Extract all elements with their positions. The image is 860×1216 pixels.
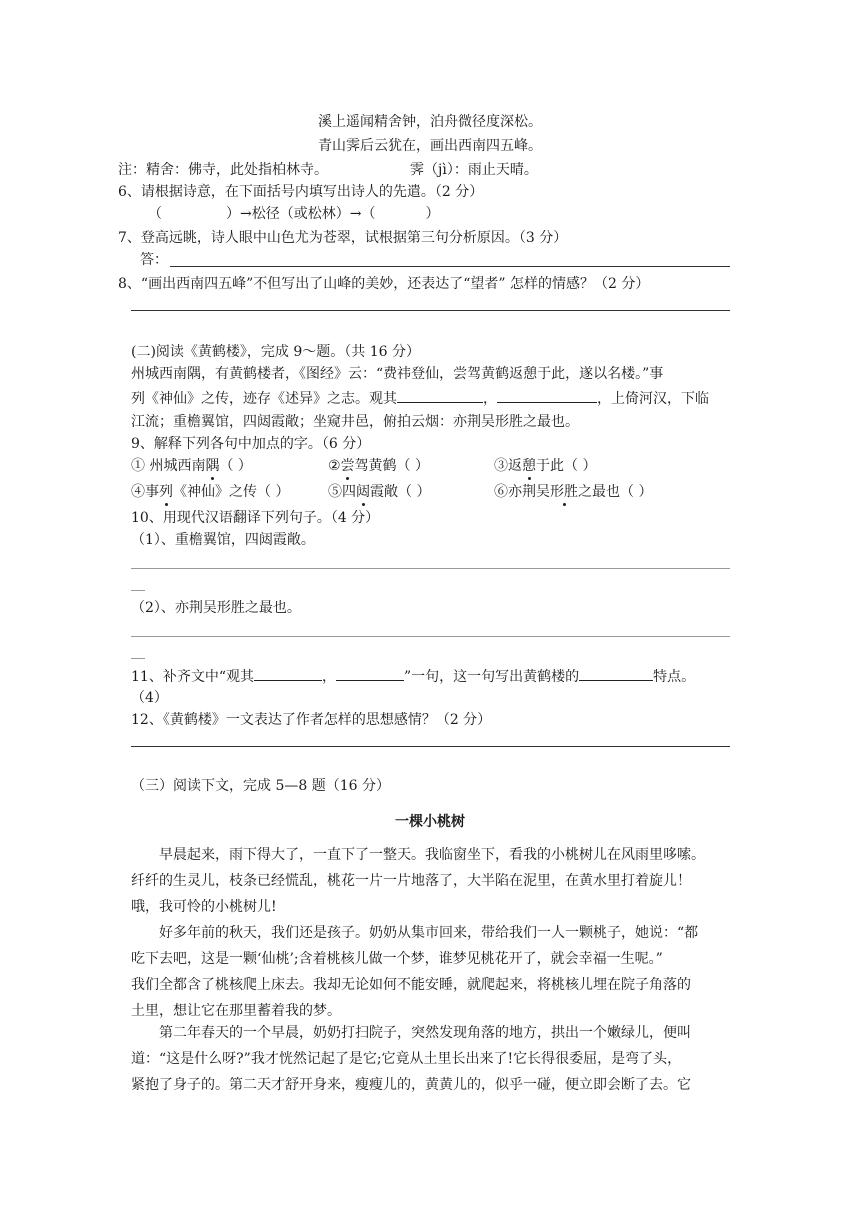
passage-line-2-tail: ，上倚河汉，下临 (597, 391, 709, 407)
p1-line-2: 纤纤的生灵儿，枝条已经慌乱，桃花一片一片地落了，大半陷在泥里，在黄水里打着旋儿！ (131, 873, 691, 889)
q9-item-1: ① 州城西南隅（ ） (131, 458, 252, 474)
q11-score: （4） (131, 690, 168, 706)
p1-line-3: 哦，我可怜的小桃树儿! (131, 899, 277, 915)
passage-line-2-text: 列《神仙》之传，迹存《述异》之志。观其 (131, 391, 397, 407)
answer-line-q12[interactable] (131, 746, 730, 747)
q11-middle: ”一句，这一句写出黄鹤楼的 (403, 669, 580, 685)
answer-line-q10-1-tail (131, 590, 145, 591)
answer-line-q8[interactable] (131, 310, 730, 311)
poem-line-1: 溪上遥闻精舍钟，泊舟微径度深松。 (318, 114, 542, 130)
passage-line-2 (131, 388, 709, 409)
question-8: 8、“画出西南四五峰”不但写出了山峰的美妙，还表达了“望者” 怎样的情感？（2 分） (118, 276, 650, 292)
question-10: 10、用现代汉语翻译下列句子。（4 分） (131, 510, 380, 526)
story-paragraph-2 (131, 920, 730, 1024)
question-7: 7、登高远眺，诗人眼中山色尤为苍翠，试根据第三句分析原因。（3 分） (118, 230, 568, 246)
question-12: 12、《黄鹤楼》一文表达了作者怎样的思想感情？（2 分） (131, 712, 492, 728)
p3-line-2: 道：“这是什么呀?”我才恍然记起了是它;它竟从土里长出来了!它长得很委屈，是弯了头， (131, 1051, 682, 1067)
q11-end: 特点。 (653, 669, 696, 685)
section-2-heading: (二)阅读《黄鹤楼》，完成 9～题。（共 16 分） (131, 344, 420, 360)
answer-label: 答： (140, 252, 168, 268)
q6-left-paren: （ (148, 206, 162, 222)
q9-item-6: ⑥亦荆吴形胜之最也（ ） (494, 484, 653, 500)
q6-right-paren: ） (425, 206, 440, 222)
q10-sentence-2: （2）、亦荆吴形胜之最也。 (131, 600, 301, 616)
p2-line-3: 我们全都含了桃核爬上床去。我却无论如何不能安睡，就爬起来，将桃核儿埋在院子角落的 (131, 977, 691, 993)
q11-blank-1[interactable] (254, 666, 322, 681)
story-paragraph-1 (131, 842, 730, 920)
answer-line-q7[interactable] (170, 266, 730, 267)
answer-line-q10-1[interactable] (131, 568, 730, 569)
question-6: 6、请根据诗意，在下面括号内填写出诗人的先遣。（2 分） (118, 184, 484, 200)
question-11 (131, 666, 695, 687)
q9-item-5: ⑤四闼霞敞（ ） (328, 484, 431, 500)
q11-blank-2[interactable] (336, 666, 404, 681)
answer-line-q10-2-tail (131, 658, 145, 659)
poem-note-2: 霁（jì）：雨止天晴。 (410, 162, 538, 178)
q9-item-4: ④事列《神仙》之传（ ） (131, 484, 290, 500)
question-9: 9、解释下列各句中加点的字。（6 分） (131, 436, 371, 452)
passage-comma: ， (483, 391, 497, 407)
p2-line-2: 吃下去吧，这是一颗‘仙桃’;含着桃核儿做一个梦，谁梦见桃花开了，就会幸福一生呢。” (131, 951, 663, 967)
p3-line-3: 紧抱了身子的。第二天才舒开身来，瘦瘦儿的，黄黄儿的，似乎一碰，便立即会断了去。它 (131, 1077, 691, 1093)
p3-line-1: 第二年春天的一个早晨，奶奶打扫院子，突然发现角落的地方，拱出一个嫩绿儿，便叫 (159, 1025, 691, 1041)
story-paragraph-3 (131, 1020, 730, 1098)
section-3-heading: （三）阅读下文，完成 5—8 题（16 分） (131, 778, 390, 794)
q10-sentence-1: （1）、重檐翼馆，四闼霞敞。 (131, 532, 315, 548)
story-title: 一棵小桃树 (395, 814, 465, 830)
question-6-answer-row (148, 204, 439, 224)
q9-item-2: ②尝驾黄鹤（ ） (328, 458, 430, 474)
p2-line-1: 好多年前的秋天，我们还是孩子。奶奶从集市回来，带给我们一人一颗桃子，她说：“都 (159, 925, 699, 941)
poem-note: 注：精舍：佛寺，此处指柏林寺。 (118, 162, 328, 178)
q11-blank-3[interactable] (579, 666, 653, 681)
p1-line-1: 早晨起来，雨下得大了，一直下了一整天。我临窗坐下，看我的小桃树儿在风雨里哆嗦。 (159, 847, 705, 863)
answer-line-q10-2[interactable] (131, 636, 730, 637)
passage-line-3: 江流；重檐翼馆，四闼霞敞；坐窥井邑，俯拍云烟：亦荆吴形胜之最也。 (131, 414, 579, 430)
passage-line-1: 州城西南隅，有黄鹤楼者，《图经》云：“费祎登仙，尝驾黄鹤返憩于此，遂以名楼。”事 (131, 366, 664, 382)
q6-middle: ）→松径（或松林）→（ (226, 206, 376, 222)
q11-text: 11、补齐文中“观其 (131, 669, 254, 685)
q9-item-3: ③返憩于此（ ） (494, 458, 597, 474)
passage-blank-1[interactable] (397, 388, 483, 403)
p2-line-4: 土里，想让它在那里蓄着我的梦。 (131, 1003, 341, 1019)
poem-line-2: 青山霁后云犹在，画出西南四五峰。 (318, 138, 542, 154)
passage-blank-2[interactable] (497, 388, 597, 403)
q11-comma: ， (321, 669, 336, 685)
